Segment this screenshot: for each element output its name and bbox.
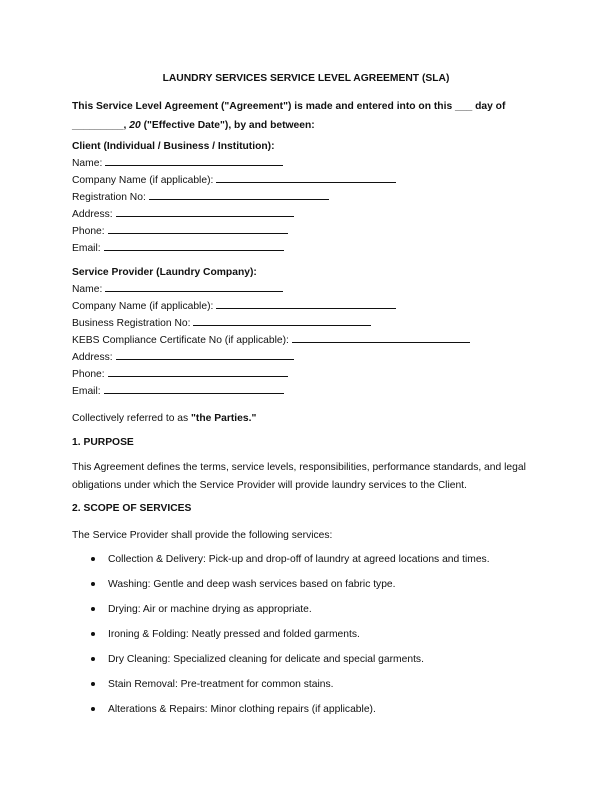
- list-item: [72, 626, 542, 651]
- service-item-text: Ironing & Folding: Neatly pressed and folded garments.: [108, 629, 360, 640]
- provider-registration-blank[interactable]: [193, 315, 371, 326]
- scope-heading: 2. SCOPE OF SERVICES: [72, 503, 192, 514]
- provider-registration-label: Business Registration No:: [72, 318, 191, 329]
- service-item-text: Stain Removal: Pre-treatment for common stains.: [108, 679, 334, 690]
- bullet-icon: [91, 557, 95, 561]
- client-name-field[interactable]: [72, 155, 396, 172]
- list-item: [72, 676, 542, 701]
- client-email-label: Email:: [72, 243, 101, 254]
- provider-company-field[interactable]: [72, 298, 470, 315]
- list-item: [72, 601, 542, 626]
- provider-address-label: Address:: [72, 352, 113, 363]
- provider-company-blank[interactable]: [216, 298, 396, 309]
- purpose-text: This Agreement defines the terms, service levels, responsibilities, performance standards, and legal obligations under which the Service Provider will provide laundry services to the Client.: [72, 462, 526, 491]
- client-phone-label: Phone:: [72, 226, 105, 237]
- bullet-icon: [91, 657, 95, 661]
- provider-name-field[interactable]: [72, 281, 470, 298]
- provider-kebs-label: KEBS Compliance Certificate No (if applicable):: [72, 335, 289, 346]
- provider-section: [72, 264, 470, 400]
- services-list: [72, 551, 542, 726]
- list-item: [72, 651, 542, 676]
- client-address-blank[interactable]: [116, 206, 294, 217]
- provider-address-blank[interactable]: [116, 349, 294, 360]
- client-heading: Client (Individual / Business / Institution):: [72, 141, 275, 152]
- provider-phone-field[interactable]: [72, 366, 470, 383]
- client-name-blank[interactable]: [105, 155, 283, 166]
- service-item-text: Alterations & Repairs: Minor clothing repairs (if applicable).: [108, 704, 376, 715]
- provider-kebs-field[interactable]: [72, 332, 470, 349]
- provider-name-label: Name:: [72, 284, 103, 295]
- provider-address-field[interactable]: [72, 349, 470, 366]
- provider-email-label: Email:: [72, 386, 101, 397]
- provider-company-label: Company Name (if applicable):: [72, 301, 214, 312]
- provider-email-field[interactable]: [72, 383, 470, 400]
- client-company-field[interactable]: [72, 172, 396, 189]
- provider-registration-field[interactable]: [72, 315, 470, 332]
- client-phone-blank[interactable]: [108, 223, 288, 234]
- intro-year: 20: [126, 120, 141, 131]
- bullet-icon: [91, 582, 95, 586]
- client-phone-field[interactable]: [72, 223, 396, 240]
- provider-name-blank[interactable]: [105, 281, 283, 292]
- client-registration-blank[interactable]: [149, 189, 329, 200]
- intro-line-2: [72, 116, 542, 135]
- intro-line-1: This Service Level Agreement ("Agreement") is made and entered into on this ___ day of: [72, 101, 506, 112]
- bullet-icon: [91, 707, 95, 711]
- client-registration-field[interactable]: [72, 189, 396, 206]
- parties-bold: "the Parties.": [191, 413, 257, 424]
- client-address-field[interactable]: [72, 206, 396, 223]
- list-item: [72, 701, 542, 726]
- bullet-icon: [91, 632, 95, 636]
- document-title: LAUNDRY SERVICES SERVICE LEVEL AGREEMENT (SLA): [162, 73, 450, 84]
- purpose-heading: 1. PURPOSE: [72, 437, 134, 448]
- service-item-text: Washing: Gentle and deep wash services based on fabric type.: [108, 579, 396, 590]
- client-name-label: Name:: [72, 158, 103, 169]
- provider-phone-label: Phone:: [72, 369, 105, 380]
- parties-statement: [72, 410, 542, 428]
- list-item: [72, 576, 542, 601]
- provider-phone-blank[interactable]: [108, 366, 288, 377]
- bullet-icon: [91, 607, 95, 611]
- intro-paragraph: [72, 97, 542, 135]
- client-section: [72, 138, 396, 257]
- client-company-label: Company Name (if applicable):: [72, 175, 214, 186]
- client-email-field[interactable]: [72, 240, 396, 257]
- provider-kebs-blank[interactable]: [292, 332, 470, 343]
- parties-text: Collectively referred to as: [72, 413, 192, 424]
- client-registration-label: Registration No:: [72, 192, 146, 203]
- client-address-label: Address:: [72, 209, 113, 220]
- list-item: [72, 551, 542, 576]
- service-item-text: Dry Cleaning: Specialized cleaning for delicate and special garments.: [108, 654, 424, 665]
- bullet-icon: [91, 682, 95, 686]
- intro-effective-date: ("Effective Date"), by and between:: [140, 120, 315, 131]
- scope-intro: The Service Provider shall provide the following services:: [72, 530, 333, 541]
- client-company-blank[interactable]: [216, 172, 396, 183]
- provider-email-blank[interactable]: [104, 383, 284, 394]
- client-email-blank[interactable]: [104, 240, 284, 251]
- service-item-text: Collection & Delivery: Pick-up and drop-off of laundry at agreed locations and times.: [108, 554, 490, 565]
- provider-heading: Service Provider (Laundry Company):: [72, 267, 257, 278]
- service-item-text: Drying: Air or machine drying as appropriate.: [108, 604, 312, 615]
- intro-date-blank: _________,: [72, 120, 127, 131]
